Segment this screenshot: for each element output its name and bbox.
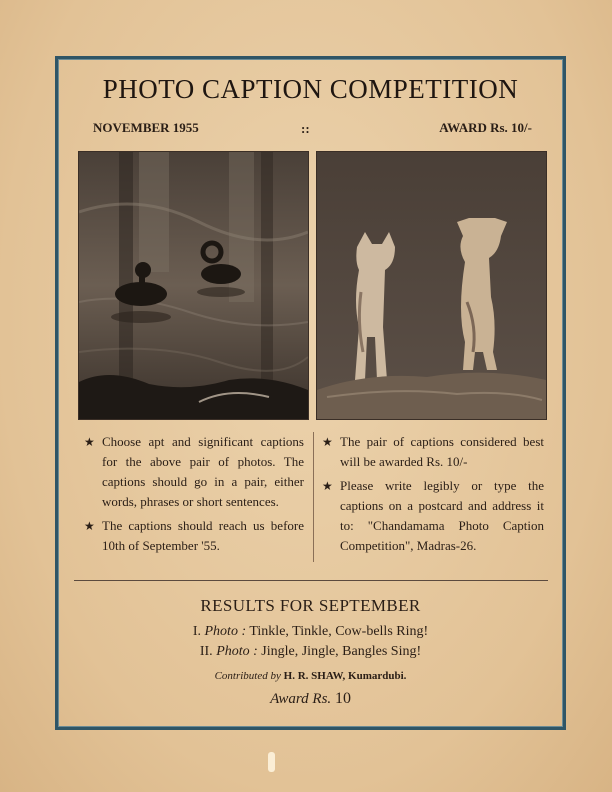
star-icon: ★ xyxy=(322,479,333,493)
award-amount: 10 xyxy=(334,690,351,707)
instruction-item xyxy=(322,476,544,556)
instruction-item xyxy=(84,516,304,556)
contributor-name: H. R. SHAW, Kumardubi. xyxy=(283,670,407,682)
header-separator: :: xyxy=(301,121,310,136)
photo-dogs xyxy=(316,151,547,420)
results-title: RESULTS FOR SEPTEMBER xyxy=(200,596,421,615)
result-number: I. xyxy=(192,624,201,639)
result-entry-1 xyxy=(58,624,563,640)
award-line xyxy=(58,690,563,708)
paper-stain xyxy=(268,752,275,772)
instruction-item xyxy=(322,432,544,472)
star-icon: ★ xyxy=(84,519,95,533)
instruction-text: Choose apt and significant captions for the above pair of photos. The captions should go in a pair, either words, phrases or short sentences. xyxy=(102,434,304,509)
result-entry-2 xyxy=(58,644,563,660)
instruction-item xyxy=(84,432,304,512)
result-caption: Tinkle, Tinkle, Cow-bells Ring! xyxy=(249,624,429,639)
instruction-text: Please write legibly or type the captions on a postcard and address it to: "Chandamama Photo Caption Competition", Madras-26. xyxy=(340,478,544,553)
star-icon: ★ xyxy=(84,435,95,449)
instructions-right xyxy=(322,432,544,560)
section-divider xyxy=(74,580,548,581)
award-amount-header: AWARD Rs. 10/- xyxy=(439,120,532,135)
instruction-text: The pair of captions considered best will be awarded Rs. 10/- xyxy=(340,434,544,469)
page-title: PHOTO CAPTION COMPETITION xyxy=(102,74,519,104)
issue-month: NOVEMBER 1955 xyxy=(93,120,199,135)
result-number: II. xyxy=(199,644,213,659)
result-caption: Jingle, Jingle, Bangles Sing! xyxy=(261,644,422,659)
award-label: Award Rs. xyxy=(270,691,332,707)
contributor-line xyxy=(58,670,563,682)
instruction-text: The captions should reach us before 10th of September '55. xyxy=(102,518,304,553)
result-label: Photo : xyxy=(204,624,247,639)
result-label: Photo : xyxy=(216,644,258,659)
contributed-prefix: Contributed by xyxy=(214,670,281,682)
instructions-left xyxy=(84,432,304,560)
column-divider xyxy=(313,432,314,562)
star-icon: ★ xyxy=(322,435,333,449)
photo-ducks xyxy=(78,151,309,420)
